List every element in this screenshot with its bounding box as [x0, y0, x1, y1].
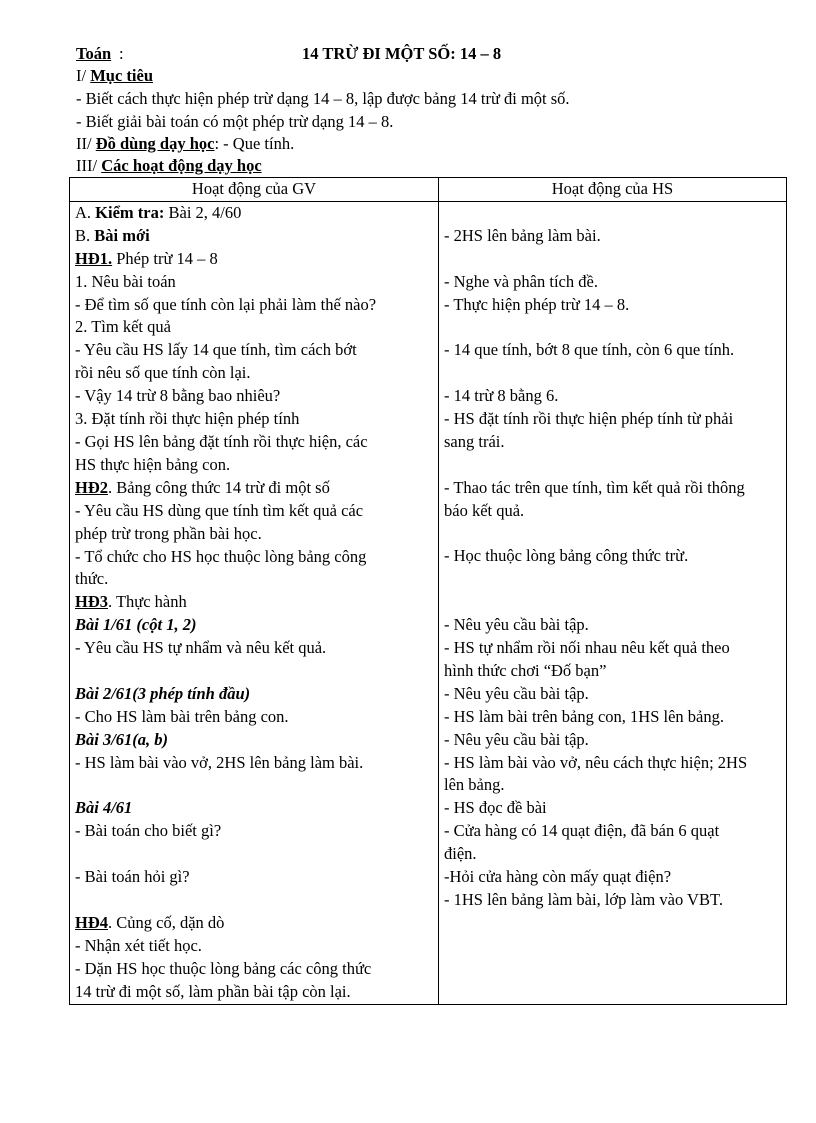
list-item: lên bảng.	[444, 775, 505, 795]
gv-hd2	[75, 477, 433, 500]
text: . Thực hành	[108, 592, 187, 612]
list-item: điện.	[444, 844, 477, 864]
list-item: HS thực hiện bảng con.	[75, 454, 231, 474]
list-item: rồi nêu số que tính còn lại.	[75, 363, 251, 383]
list-item: - Yêu cầu HS lấy 14 que tính, tìm cách bớt	[75, 340, 357, 360]
spacer	[75, 775, 433, 798]
gv-hd4	[75, 912, 433, 935]
list-item: hình thức chơi “Đố bạn”	[444, 660, 607, 680]
spacer	[444, 568, 781, 591]
section-number: I/	[76, 66, 91, 85]
gv-kiem-tra	[75, 202, 433, 225]
list-item: - HS đặt tính rồi thực hiện phép tính từ phải	[444, 409, 734, 428]
text: A.	[75, 202, 96, 222]
list-item: - Để tìm số que tính còn lại phải làm thế nào?	[75, 294, 377, 314]
text: HĐ2	[75, 477, 108, 497]
spacer	[444, 202, 781, 225]
spacer	[75, 843, 433, 866]
list-item: - HS làm bài trên bảng con, 1HS lên bảng.	[444, 706, 724, 726]
list-item: thức.	[75, 569, 109, 589]
gv-hd1	[75, 248, 433, 271]
text: Bài mới	[94, 225, 150, 245]
spacer	[444, 248, 781, 271]
list-item: - Bài toán cho biết gì?	[75, 821, 222, 841]
list-item: - Gọi HS lên bảng đặt tính rồi thực hiện, các	[75, 431, 368, 451]
section-heading: Các hoạt động dạy học	[101, 156, 262, 175]
list-item: - Nghe và phân tích đề.	[444, 271, 598, 291]
spacer	[444, 362, 781, 385]
list-item: - 14 que tính, bớt 8 que tính, còn 6 que tính.	[444, 340, 735, 360]
subject-label: Toán	[76, 44, 112, 63]
list-item: - HS làm bài vào vở, nêu cách thực hiện; 2HS	[444, 752, 748, 772]
lesson-title: 14 TRỪ ĐI MỘT SỐ: 14 – 8	[302, 44, 502, 63]
table-row	[70, 201, 787, 1004]
bai-4-label: Bài 4/61	[75, 798, 133, 818]
text: . Bảng công thức 14 trừ đi một số	[108, 477, 330, 497]
list-item: 3. Đặt tính rồi thực hiện phép tính	[75, 409, 300, 429]
header-student: Hoạt động của HS	[439, 178, 787, 202]
section-do-dung	[76, 134, 294, 154]
goal-1: - Biết cách thực hiện phép trừ dạng 14 – 8, lập được bảng 14 trừ đi một số.	[76, 89, 570, 108]
list-item: - 1HS lên bảng làm bài, lớp làm vào VBT.	[444, 889, 723, 909]
bai-1-label: Bài 1/61 (cột 1, 2)	[75, 615, 197, 635]
section-heading: Đồ dùng dạy học	[95, 134, 215, 153]
list-item: - Bài toán hỏi gì?	[75, 867, 190, 887]
list-item: - 2HS lên bảng làm bài.	[444, 225, 601, 245]
list-item: - Thao tác trên que tính, tìm kết quả rồi thông	[444, 477, 745, 497]
list-item: - Yêu cầu HS dùng que tính tìm kết quả các	[75, 500, 364, 520]
gv-bai-moi	[75, 225, 433, 248]
text: Phép trừ 14 – 8	[112, 248, 218, 268]
spacer	[75, 660, 433, 683]
section-hoat-dong	[76, 156, 262, 176]
text: HĐ1.	[75, 248, 113, 268]
spacer	[444, 454, 781, 477]
list-item: - Tổ chức cho HS học thuộc lòng bảng công	[75, 546, 367, 566]
list-item: 14 trừ đi một số, làm phần bài tập còn lại.	[75, 981, 351, 1001]
list-item: - Nêu yêu cầu bài tập.	[444, 683, 589, 703]
list-item: - Yêu cầu HS tự nhẩm và nêu kết quả.	[75, 638, 327, 658]
list-item: - Học thuộc lòng bảng công thức trừ.	[444, 546, 689, 566]
list-item: sang trái.	[444, 431, 505, 451]
document-header	[76, 44, 776, 66]
teacher-activities-cell	[70, 201, 439, 1004]
spacer	[444, 523, 781, 546]
list-item: - Nhận xét tiết học.	[75, 935, 202, 955]
header-teacher: Hoạt động của GV	[70, 178, 439, 202]
section-muc-tieu	[76, 66, 153, 86]
gv-hd3	[75, 591, 433, 614]
text: B.	[75, 225, 95, 245]
activities-table	[69, 177, 787, 1005]
list-item: - 14 trừ 8 bằng 6.	[444, 386, 559, 406]
list-item: - HS tự nhẩm rồi nối nhau nêu kết quả theo	[444, 638, 730, 657]
section-value: : - Que tính.	[214, 134, 295, 153]
list-item: 1. Nêu bài toán	[75, 271, 176, 291]
list-item: - Nêu yêu cầu bài tập.	[444, 729, 589, 749]
text: Kiểm tra:	[95, 202, 165, 222]
list-item: - Thực hiện phép trừ 14 – 8.	[444, 294, 630, 314]
section-number: III/	[76, 156, 102, 175]
list-item: - Cửa hàng có 14 quạt điện, đã bán 6 quạt	[444, 821, 720, 841]
table-header-row	[70, 178, 787, 202]
goal-2: - Biết giải bài toán có một phép trừ dạng 14 – 8.	[76, 112, 394, 131]
list-item: 2. Tìm kết quả	[75, 317, 171, 337]
subject-colon: :	[119, 44, 124, 63]
text: . Củng cố, dặn dò	[108, 912, 225, 932]
list-item: phép trừ trong phần bài học.	[75, 523, 262, 543]
list-item: -Hỏi cửa hàng còn mấy quạt điện?	[444, 867, 672, 887]
spacer	[75, 889, 433, 912]
section-heading: Mục tiêu	[90, 66, 153, 85]
text: HĐ3	[75, 592, 108, 612]
list-item: - Nêu yêu cầu bài tập.	[444, 615, 589, 635]
list-item: - HS đọc đề bài	[444, 798, 547, 818]
bai-3-label: Bài 3/61(a, b)	[75, 729, 169, 749]
text: Bài 2, 4/60	[164, 202, 242, 222]
list-item: - HS làm bài vào vở, 2HS lên bảng làm bài.	[75, 752, 364, 772]
text: HĐ4	[75, 912, 108, 932]
student-activities-cell	[439, 201, 787, 1004]
list-item: - Cho HS làm bài trên bảng con.	[75, 706, 289, 726]
spacer	[444, 591, 781, 614]
section-number: II/	[76, 134, 96, 153]
list-item: báo kết quả.	[444, 500, 525, 520]
list-item: - Dặn HS học thuộc lòng bảng các công thức	[75, 958, 372, 978]
bai-2-label: Bài 2/61(3 phép tính đầu)	[75, 683, 251, 703]
list-item: - Vậy 14 trừ 8 bằng bao nhiêu?	[75, 386, 281, 406]
spacer	[444, 316, 781, 339]
